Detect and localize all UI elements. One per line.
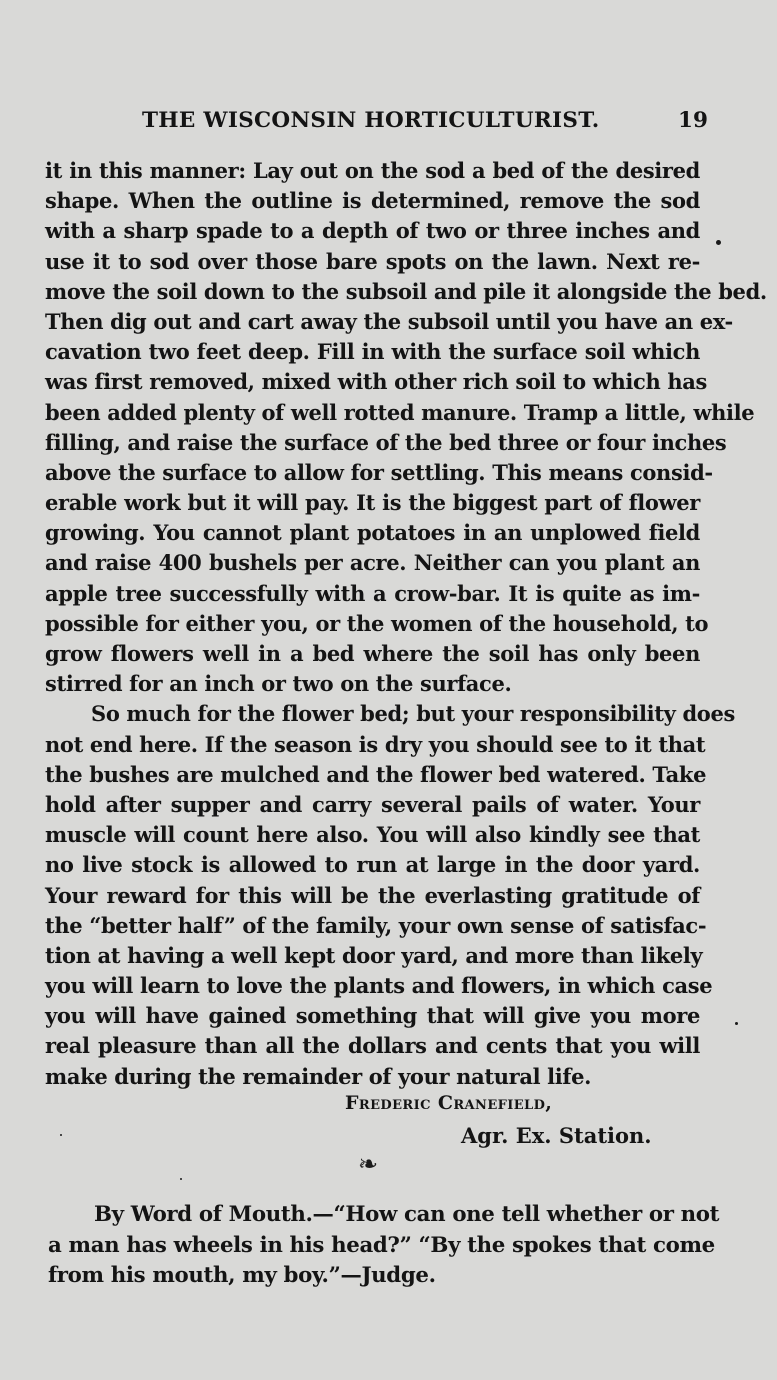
page-number: 19 [678,108,708,133]
body-line: tion at having a well kept door yard, and more than likely [45,942,703,968]
body-line: use it to sod over those bare spots on the lawn. Next re- [45,248,700,274]
body-line: been added plenty of well rotted manure. Tramp a little, while [45,399,755,425]
body-line: the “better half” of the family, your own sense of satisfac- [45,912,707,938]
anecdote-line: a man has wheels in his head?” “By the spokes that come [48,1232,715,1258]
body-line: stirred for an inch or two on the surface. [45,671,512,697]
body-line: apple tree successfully with a crow-bar. It is quite as im- [45,580,700,606]
body-line: above the surface to allow for settling. This means consid- [45,459,713,485]
body-line: the bushes are mulched and the flower bed watered. Take [45,761,707,787]
fleuron-ornament-icon: ❧ [358,1150,379,1178]
body-line: you will have gained something that will give you more [45,1003,700,1029]
anecdote-line: from his mouth, my boy.”—Judge. [48,1263,436,1289]
body-line: not end here. If the season is dry you should see to it that [45,731,706,757]
scan-speck [180,1178,182,1180]
body-line: shape. When the outline is determined, remove the sod [45,188,700,214]
scan-speck [735,1022,738,1025]
body-line: Your reward for this will be the everlasting gratitude of [45,882,700,908]
body-line: muscle will count here also. You will also kindly see that [45,822,700,848]
body-line: cavation two feet deep. Fill in with the surface soil which [45,339,700,365]
signature-org: Agr. Ex. Station. [461,1123,652,1148]
scan-speck [716,240,721,245]
body-line: filling, and raise the surface of the bed three or four inches [45,429,727,455]
scan-speck [60,1134,62,1136]
body-line: erable work but it will pay. It is the biggest part of flower [45,490,700,516]
body-line: and raise 400 bushels per acre. Neither can you plant an [45,550,700,576]
anecdote-paragraph [48,1200,720,1292]
body-line: move the soil down to the subsoil and pile it alongside the bed. [45,278,767,304]
body-line: make during the remainder of your natural life. [45,1063,592,1089]
body-line: with a sharp spade to a depth of two or three inches and [45,218,700,244]
running-title: THE WISCONSIN HORTICULTURIST. [142,108,600,133]
body-line: grow flowers well in a bed where the soil has only been [45,641,700,666]
body-line: possible for either you, or the women of the household, to [45,610,709,636]
anecdote-line: By Word of Mouth.—“How can one tell whether or not [94,1202,720,1227]
signature-name: Frederic Cranefield, [345,1092,553,1114]
body-line: it in this manner: Lay out on the sod a bed of the desired [45,158,700,183]
body-line: hold after supper and carry several pails of water. Your [45,791,700,817]
body-line: real pleasure than all the dollars and cents that you will [45,1033,700,1059]
body-line: you will learn to love the plants and flowers, in which case [45,973,713,999]
body-line: no live stock is allowed to run at large in the door yard. [45,852,700,878]
body-line: growing. You cannot plant potatoes in an unplowed field [45,520,700,546]
article-body [45,156,767,1092]
body-line: Then dig out and cart away the subsoil until you have an ex- [45,308,733,334]
body-line: So much for the flower bed; but your responsibility does [91,701,735,727]
body-line: was first removed, mixed with other rich soil to which has [45,369,707,395]
